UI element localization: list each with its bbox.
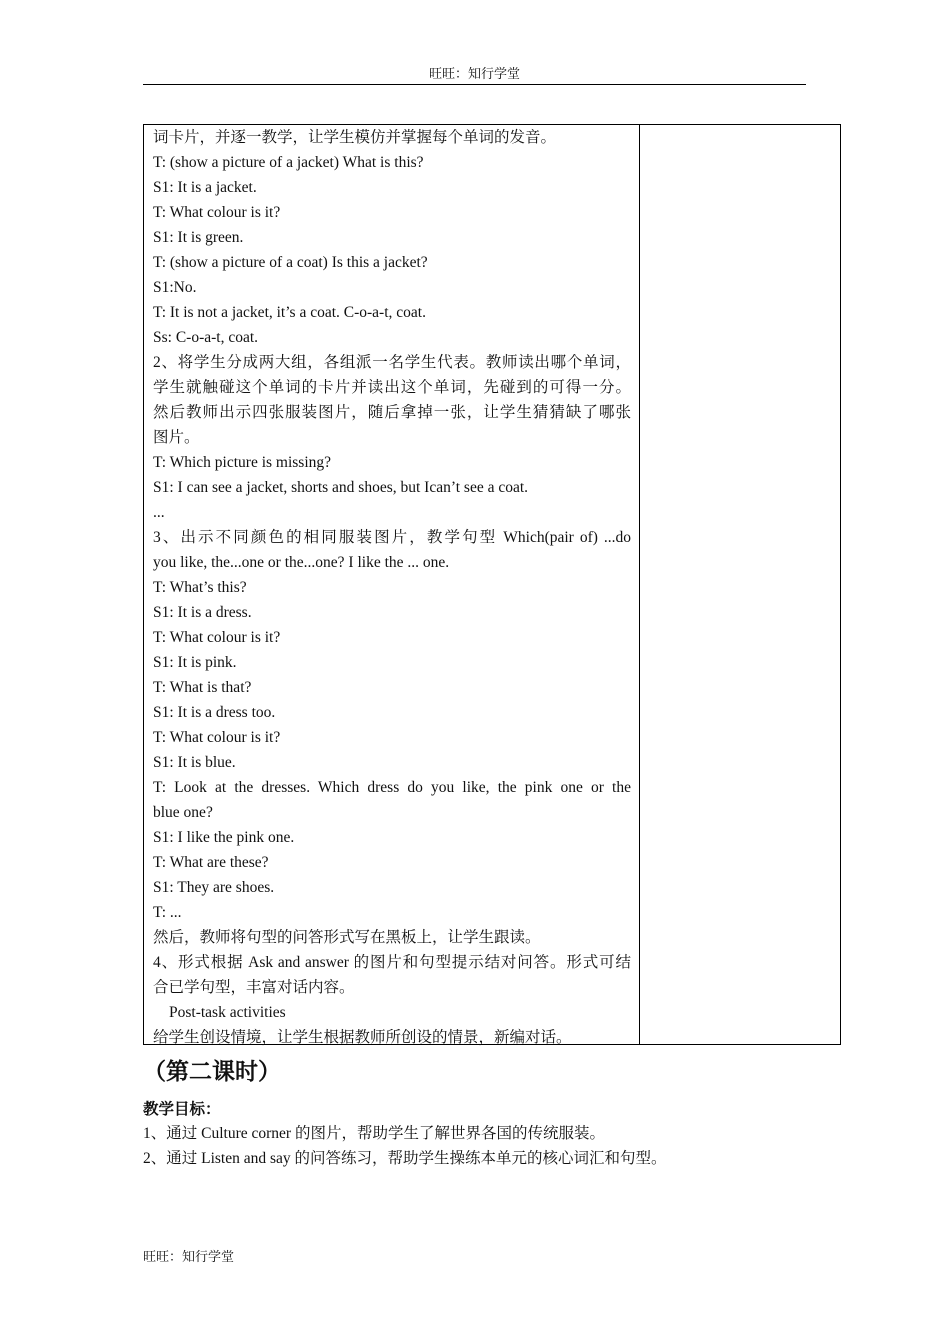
table-line: you like, the...one or the...one? I like the ... one.	[153, 554, 450, 571]
table-line: 给学生创设情境，让学生根据教师所创设的情景，新编对话。	[153, 1029, 572, 1046]
table-line: S1: It is green.	[153, 229, 244, 246]
table-line: S1: It is a dress.	[153, 604, 252, 621]
objective-list	[143, 1121, 667, 1171]
table-line: 然后教师出示四张服装图片，随后拿掉一张，让学生猜猜缺了哪张	[153, 404, 631, 421]
table-line: 2、将学生分成两大组，各组派一名学生代表。教师读出哪个单词，	[153, 354, 631, 371]
table-line: S1: It is blue.	[153, 754, 236, 771]
table-line: 学生就触碰这个单词的卡片并读出这个单词，先碰到的可得一分。	[153, 379, 631, 396]
table-line: T: What colour is it?	[153, 204, 281, 221]
table-line: T: (show a picture of a coat) Is this a jacket?	[153, 254, 428, 271]
table-line: S1:No.	[153, 279, 197, 296]
table-line: T: Look at the dresses. Which dress do you like, the pink one or the	[153, 779, 631, 796]
objective-label: 教学目标：	[143, 1101, 221, 1118]
table-line: T: It is not a jacket, it’s a coat. C-o-a-t, coat.	[153, 304, 426, 321]
table-line: T: What’s this?	[153, 579, 247, 596]
table-column-divider	[639, 125, 640, 1044]
table-line: 然后，教师将句型的问答形式写在黑板上，让学生跟读。	[153, 929, 541, 946]
objective-item: 2、通过 Listen and say 的问答练习，帮助学生操练本单元的核心词汇和句型。	[143, 1150, 667, 1167]
table-line: Ss: C-o-a-t, coat.	[153, 329, 259, 346]
teaching-procedure-cell	[153, 125, 631, 1050]
table-line: Post-task activities	[169, 1004, 286, 1021]
table-line: 图片。	[153, 429, 200, 446]
table-line: S1: They are shoes.	[153, 879, 275, 896]
table-line: T: What colour is it?	[153, 629, 281, 646]
page-footer: 旺旺：知行学堂	[143, 1249, 235, 1264]
table-line: T: (show a picture of a jacket) What is this?	[153, 154, 424, 171]
table-line: T: What colour is it?	[153, 729, 281, 746]
table-line: S1: I can see a jacket, shorts and shoes, but Ican’t see a coat.	[153, 479, 529, 496]
table-line: 3、出示不同颜色的相同服装图片，教学句型 Which(pair of) ...do	[153, 529, 631, 546]
table-line: 4、形式根据 Ask and answer 的图片和句型提示结对问答。形式可结	[153, 954, 631, 971]
page-header: 旺旺：知行学堂	[143, 66, 806, 85]
table-line: S1: It is a dress too.	[153, 704, 276, 721]
table-line: T: What is that?	[153, 679, 252, 696]
table-line: T: What are these?	[153, 854, 269, 871]
table-line: T: ...	[153, 904, 182, 921]
section-title: （第二课时）	[143, 1059, 281, 1084]
table-line: 词卡片，并逐一教学，让学生模仿并掌握每个单词的发音。	[153, 129, 557, 146]
table-line: S1: It is a jacket.	[153, 179, 257, 196]
objective-item: 1、通过 Culture corner 的图片，帮助学生了解世界各国的传统服装。	[143, 1125, 605, 1142]
table-line: S1: I like the pink one.	[153, 829, 295, 846]
table-line: S1: It is pink.	[153, 654, 237, 671]
table-line: ...	[153, 504, 165, 521]
table-line: 合已学句型，丰富对话内容。	[153, 979, 355, 996]
table-line: blue one?	[153, 804, 213, 821]
lesson-plan-table	[143, 124, 841, 1045]
table-line: T: Which picture is missing?	[153, 454, 332, 471]
